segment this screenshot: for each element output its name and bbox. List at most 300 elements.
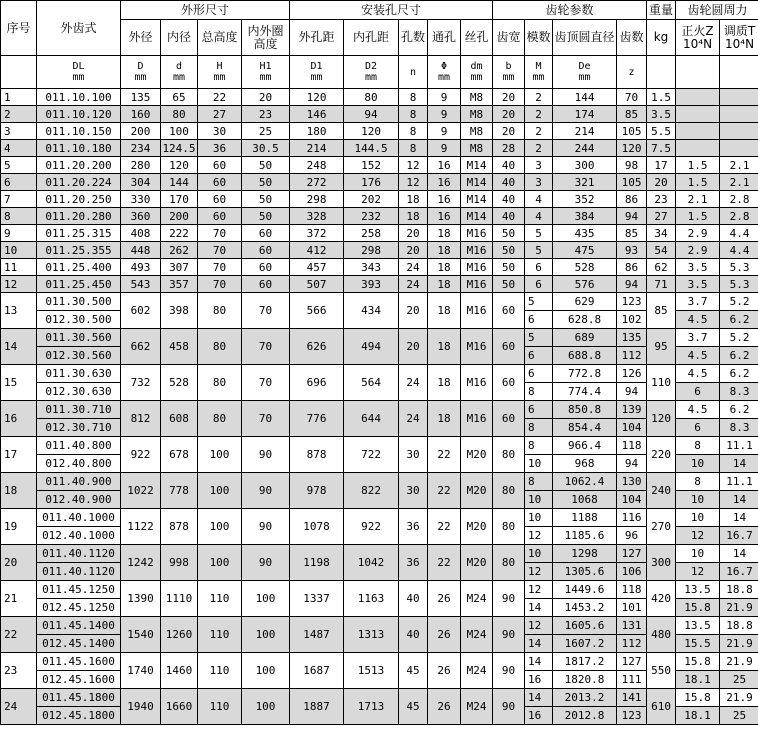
- model-code: 011.40.1000: [37, 509, 121, 527]
- cell-force-tempered: 5.2: [720, 329, 758, 347]
- cell-teeth-count: 85: [617, 225, 647, 242]
- cell-total-height: 100: [198, 473, 242, 509]
- cell-weight: 120: [647, 401, 676, 437]
- cell-weight: 17: [647, 157, 676, 174]
- cell-module: 10: [525, 545, 553, 563]
- table-row: [1, 329, 758, 347]
- subheader-outer-hole-distance: 外孔距: [290, 20, 344, 56]
- cell-ring-height: 70: [242, 293, 290, 329]
- cell-thread-hole: M8: [461, 106, 493, 123]
- table-row: [1, 259, 758, 276]
- model-code: 012.45.1250: [37, 599, 121, 617]
- cell-outer-diameter: 493: [121, 259, 161, 276]
- cell-inner-diameter: 458: [161, 329, 198, 365]
- cell-inner-hole-distance: 1163: [344, 581, 399, 617]
- cell-total-height: 60: [198, 208, 242, 225]
- cell-ring-height: 50: [242, 208, 290, 225]
- cell-inner-hole-distance: 494: [344, 329, 399, 365]
- cell-module: 5: [525, 293, 553, 311]
- cell-inner-hole-distance: 1042: [344, 545, 399, 581]
- cell-force-tempered: 4.4: [720, 242, 758, 259]
- cell-thread-hole: M20: [461, 545, 493, 581]
- cell-tip-diameter: 966.4: [553, 437, 617, 455]
- unit-dm: dm mm: [461, 56, 493, 89]
- cell-total-height: 60: [198, 157, 242, 174]
- cell-inner-diameter: 1660: [161, 689, 198, 725]
- cell-outer-hole-distance: 248: [290, 157, 344, 174]
- cell-tip-diameter: 352: [553, 191, 617, 208]
- cell-through-hole: 26: [428, 581, 461, 617]
- cell-weight: 270: [647, 509, 676, 545]
- cell-tip-diameter: 772.8: [553, 365, 617, 383]
- cell-tip-diameter: 214: [553, 123, 617, 140]
- cell-tip-diameter: 774.4: [553, 383, 617, 401]
- cell-force-normalized: 3.5: [676, 259, 720, 276]
- table-row: [1, 401, 758, 419]
- unit-force-z-empty: [676, 56, 720, 89]
- model-code: 011.45.1600: [37, 653, 121, 671]
- cell-outer-diameter: 448: [121, 242, 161, 259]
- cell-weight: 71: [647, 276, 676, 293]
- cell-hole-count: 8: [399, 140, 428, 157]
- cell-through-hole: 16: [428, 191, 461, 208]
- cell-force-tempered: [720, 140, 758, 157]
- cell-inner-hole-distance: 120: [344, 123, 399, 140]
- header-outer-gear: 外齿式: [37, 1, 121, 56]
- cell-outer-hole-distance: 878: [290, 437, 344, 473]
- cell-tooth-width: 50: [493, 242, 525, 259]
- unit-n: n: [399, 56, 428, 89]
- cell-through-hole: 18: [428, 225, 461, 242]
- cell-tip-diameter: 321: [553, 174, 617, 191]
- cell-force-tempered: 21.9: [720, 635, 758, 653]
- model-code: 011.20.280: [37, 208, 121, 225]
- model-code: 011.10.100: [37, 89, 121, 106]
- model-code: 011.10.150: [37, 123, 121, 140]
- cell-module: 12: [525, 617, 553, 635]
- cell-force-normalized: 4.5: [676, 401, 720, 419]
- model-code: 011.30.500: [37, 293, 121, 311]
- cell-outer-diameter: 732: [121, 365, 161, 401]
- cell-total-height: 80: [198, 401, 242, 437]
- cell-tooth-width: 40: [493, 157, 525, 174]
- cell-inner-hole-distance: 1513: [344, 653, 399, 689]
- cell-inner-hole-distance: 258: [344, 225, 399, 242]
- cell-hole-count: 36: [399, 509, 428, 545]
- cell-through-hole: 16: [428, 174, 461, 191]
- cell-inner-diameter: 878: [161, 509, 198, 545]
- cell-outer-diameter: 1540: [121, 617, 161, 653]
- cell-tooth-width: 20: [493, 89, 525, 106]
- spec-table-body: [1, 89, 758, 725]
- row-number: 14: [1, 329, 37, 365]
- cell-force-tempered: 21.9: [720, 599, 758, 617]
- cell-module: 12: [525, 563, 553, 581]
- cell-outer-diameter: 1122: [121, 509, 161, 545]
- cell-ring-height: 30.5: [242, 140, 290, 157]
- cell-weight: 610: [647, 689, 676, 725]
- cell-inner-diameter: 1110: [161, 581, 198, 617]
- row-number: 9: [1, 225, 37, 242]
- header-gear-params: 齿轮参数: [493, 1, 647, 20]
- cell-inner-hole-distance: 232: [344, 208, 399, 225]
- cell-inner-diameter: 100: [161, 123, 198, 140]
- model-code: 011.45.1250: [37, 581, 121, 599]
- cell-teeth-count: 86: [617, 259, 647, 276]
- cell-force-tempered: 18.8: [720, 581, 758, 599]
- cell-module: 5: [525, 329, 553, 347]
- cell-inner-diameter: 357: [161, 276, 198, 293]
- cell-thread-hole: M14: [461, 157, 493, 174]
- cell-force-tempered: 11.1: [720, 473, 758, 491]
- cell-outer-hole-distance: 180: [290, 123, 344, 140]
- cell-tooth-width: 80: [493, 545, 525, 581]
- cell-force-normalized: 13.5: [676, 581, 720, 599]
- cell-ring-height: 100: [242, 617, 290, 653]
- cell-tip-diameter: 244: [553, 140, 617, 157]
- cell-thread-hole: M16: [461, 365, 493, 401]
- cell-thread-hole: M20: [461, 509, 493, 545]
- cell-thread-hole: M8: [461, 123, 493, 140]
- cell-inner-hole-distance: 393: [344, 276, 399, 293]
- cell-force-normalized: 10: [676, 509, 720, 527]
- cell-force-tempered: [720, 89, 758, 106]
- cell-outer-hole-distance: 507: [290, 276, 344, 293]
- cell-through-hole: 22: [428, 509, 461, 545]
- cell-hole-count: 20: [399, 225, 428, 242]
- model-code: 011.20.224: [37, 174, 121, 191]
- subheader-hole-count: 孔数: [399, 20, 428, 56]
- cell-force-tempered: 6.2: [720, 311, 758, 329]
- model-code: 012.30.630: [37, 383, 121, 401]
- cell-thread-hole: M24: [461, 617, 493, 653]
- cell-module: 4: [525, 191, 553, 208]
- model-code: 011.30.560: [37, 329, 121, 347]
- cell-inner-diameter: 998: [161, 545, 198, 581]
- cell-teeth-count: 106: [617, 563, 647, 581]
- model-code: 012.30.710: [37, 419, 121, 437]
- cell-through-hole: 18: [428, 276, 461, 293]
- cell-module: 16: [525, 671, 553, 689]
- cell-hole-count: 24: [399, 365, 428, 401]
- cell-ring-height: 100: [242, 581, 290, 617]
- cell-outer-hole-distance: 214: [290, 140, 344, 157]
- cell-tip-diameter: 435: [553, 225, 617, 242]
- cell-module: 2: [525, 106, 553, 123]
- cell-teeth-count: 85: [617, 106, 647, 123]
- cell-module: 3: [525, 174, 553, 191]
- unit-phi: Φ mm: [428, 56, 461, 89]
- cell-ring-height: 100: [242, 653, 290, 689]
- table-row: [1, 242, 758, 259]
- unit-H1: H1 mm: [242, 56, 290, 89]
- cell-tooth-width: 60: [493, 401, 525, 437]
- cell-teeth-count: 116: [617, 509, 647, 527]
- cell-force-normalized: 15.8: [676, 599, 720, 617]
- model-code: 011.25.315: [37, 225, 121, 242]
- unit-De: De mm: [553, 56, 617, 89]
- cell-module: 2: [525, 89, 553, 106]
- cell-inner-diameter: 528: [161, 365, 198, 401]
- cell-inner-hole-distance: 94: [344, 106, 399, 123]
- unit-force-t-empty: [720, 56, 758, 89]
- cell-inner-diameter: 144: [161, 174, 198, 191]
- cell-teeth-count: 98: [617, 157, 647, 174]
- cell-module: 2: [525, 123, 553, 140]
- row-number: 2: [1, 106, 37, 123]
- cell-force-tempered: 14: [720, 509, 758, 527]
- row-number: 20: [1, 545, 37, 581]
- cell-outer-hole-distance: 372: [290, 225, 344, 242]
- cell-hole-count: 8: [399, 106, 428, 123]
- cell-tooth-width: 90: [493, 653, 525, 689]
- cell-force-tempered: 14: [720, 455, 758, 473]
- cell-weight: 85: [647, 293, 676, 329]
- cell-tooth-width: 90: [493, 581, 525, 617]
- unit-b: b mm: [493, 56, 525, 89]
- cell-ring-height: 60: [242, 276, 290, 293]
- cell-module: 8: [525, 383, 553, 401]
- table-row: [1, 365, 758, 383]
- cell-inner-diameter: 307: [161, 259, 198, 276]
- cell-force-tempered: 4.4: [720, 225, 758, 242]
- cell-force-normalized: 6: [676, 383, 720, 401]
- cell-force-normalized: 18.1: [676, 707, 720, 725]
- cell-teeth-count: 123: [617, 707, 647, 725]
- model-code: 011.20.200: [37, 157, 121, 174]
- cell-inner-diameter: 65: [161, 89, 198, 106]
- cell-ring-height: 100: [242, 689, 290, 725]
- cell-ring-height: 23: [242, 106, 290, 123]
- cell-outer-diameter: 234: [121, 140, 161, 157]
- cell-thread-hole: M20: [461, 473, 493, 509]
- unit-kg-empty: [647, 56, 676, 89]
- subheader-module: 模数: [525, 20, 553, 56]
- row-number: 4: [1, 140, 37, 157]
- cell-hole-count: 24: [399, 259, 428, 276]
- table-row: [1, 123, 758, 140]
- cell-outer-diameter: 812: [121, 401, 161, 437]
- cell-outer-hole-distance: 626: [290, 329, 344, 365]
- cell-teeth-count: 105: [617, 174, 647, 191]
- cell-module: 6: [525, 276, 553, 293]
- model-code: 012.30.500: [37, 311, 121, 329]
- subheader-force-tempered: 调质T 10⁴N: [720, 20, 758, 56]
- cell-weight: 23: [647, 191, 676, 208]
- cell-force-normalized: 15.8: [676, 653, 720, 671]
- cell-force-tempered: 6.2: [720, 347, 758, 365]
- cell-hole-count: 20: [399, 329, 428, 365]
- cell-outer-diameter: 1390: [121, 581, 161, 617]
- cell-force-tempered: 2.8: [720, 191, 758, 208]
- cell-hole-count: 36: [399, 545, 428, 581]
- cell-through-hole: 26: [428, 617, 461, 653]
- cell-inner-diameter: 1460: [161, 653, 198, 689]
- cell-force-normalized: 2.9: [676, 242, 720, 259]
- cell-teeth-count: 94: [617, 276, 647, 293]
- cell-force-normalized: 4.5: [676, 311, 720, 329]
- cell-hole-count: 45: [399, 689, 428, 725]
- cell-thread-hole: M24: [461, 581, 493, 617]
- cell-teeth-count: 70: [617, 89, 647, 106]
- cell-force-tempered: 16.7: [720, 527, 758, 545]
- cell-teeth-count: 101: [617, 599, 647, 617]
- unit-H: H mm: [198, 56, 242, 89]
- cell-hole-count: 8: [399, 123, 428, 140]
- row-number: 10: [1, 242, 37, 259]
- cell-ring-height: 50: [242, 157, 290, 174]
- cell-tooth-width: 50: [493, 259, 525, 276]
- cell-outer-diameter: 543: [121, 276, 161, 293]
- cell-force-normalized: 6: [676, 419, 720, 437]
- row-number: 16: [1, 401, 37, 437]
- cell-ring-height: 60: [242, 259, 290, 276]
- model-code: 011.40.900: [37, 473, 121, 491]
- cell-outer-diameter: 280: [121, 157, 161, 174]
- cell-outer-diameter: 330: [121, 191, 161, 208]
- cell-module: 6: [525, 311, 553, 329]
- cell-force-normalized: 18.1: [676, 671, 720, 689]
- cell-through-hole: 22: [428, 437, 461, 473]
- table-row: [1, 509, 758, 527]
- cell-tooth-width: 20: [493, 106, 525, 123]
- cell-inner-hole-distance: 922: [344, 509, 399, 545]
- cell-force-normalized: [676, 140, 720, 157]
- cell-teeth-count: 111: [617, 671, 647, 689]
- cell-through-hole: 9: [428, 106, 461, 123]
- model-code: 012.30.560: [37, 347, 121, 365]
- cell-force-tempered: 6.2: [720, 365, 758, 383]
- cell-hole-count: 30: [399, 473, 428, 509]
- cell-hole-count: 8: [399, 89, 428, 106]
- cell-outer-diameter: 200: [121, 123, 161, 140]
- cell-tooth-width: 28: [493, 140, 525, 157]
- cell-force-tempered: 8.3: [720, 419, 758, 437]
- cell-weight: 110: [647, 365, 676, 401]
- cell-hole-count: 40: [399, 581, 428, 617]
- cell-ring-height: 90: [242, 473, 290, 509]
- cell-outer-hole-distance: 1337: [290, 581, 344, 617]
- cell-thread-hole: M14: [461, 191, 493, 208]
- cell-weight: 34: [647, 225, 676, 242]
- cell-outer-hole-distance: 272: [290, 174, 344, 191]
- subheader-outer-diameter: 外径: [121, 20, 161, 56]
- row-number: 21: [1, 581, 37, 617]
- cell-tooth-width: 80: [493, 473, 525, 509]
- cell-force-normalized: [676, 123, 720, 140]
- cell-force-tempered: 5.3: [720, 259, 758, 276]
- cell-inner-diameter: 80: [161, 106, 198, 123]
- cell-total-height: 36: [198, 140, 242, 157]
- cell-through-hole: 26: [428, 653, 461, 689]
- unit-seq-empty: [1, 56, 37, 89]
- cell-force-normalized: [676, 89, 720, 106]
- cell-outer-diameter: 1022: [121, 473, 161, 509]
- model-code: 011.40.800: [37, 437, 121, 455]
- cell-thread-hole: M16: [461, 401, 493, 437]
- cell-outer-hole-distance: 1487: [290, 617, 344, 653]
- cell-ring-height: 50: [242, 174, 290, 191]
- cell-total-height: 110: [198, 689, 242, 725]
- cell-teeth-count: 141: [617, 689, 647, 707]
- cell-module: 5: [525, 225, 553, 242]
- row-number: 5: [1, 157, 37, 174]
- cell-thread-hole: M24: [461, 689, 493, 725]
- cell-outer-hole-distance: 146: [290, 106, 344, 123]
- cell-weight: 95: [647, 329, 676, 365]
- cell-inner-diameter: 124.5: [162, 141, 196, 155]
- cell-force-normalized: 13.5: [676, 617, 720, 635]
- cell-weight: 300: [647, 545, 676, 581]
- row-number: 19: [1, 509, 37, 545]
- cell-outer-hole-distance: 978: [290, 473, 344, 509]
- cell-outer-hole-distance: 1198: [290, 545, 344, 581]
- cell-force-normalized: 1.5: [676, 208, 720, 225]
- table-row: [1, 225, 758, 242]
- cell-total-height: 80: [198, 365, 242, 401]
- cell-inner-hole-distance: 176: [344, 174, 399, 191]
- cell-outer-diameter: 602: [121, 293, 161, 329]
- cell-tip-diameter: 384: [553, 208, 617, 225]
- model-code: 012.45.1800: [37, 707, 121, 725]
- cell-total-height: 100: [198, 545, 242, 581]
- cell-force-normalized: 10: [676, 491, 720, 509]
- cell-inner-diameter: 170: [161, 191, 198, 208]
- cell-tooth-width: 80: [493, 437, 525, 473]
- cell-tooth-width: 40: [493, 174, 525, 191]
- cell-thread-hole: M16: [461, 293, 493, 329]
- cell-teeth-count: 118: [617, 581, 647, 599]
- cell-force-normalized: 8: [676, 437, 720, 455]
- cell-thread-hole: M16: [461, 329, 493, 365]
- cell-tooth-width: 60: [493, 293, 525, 329]
- cell-inner-hole-distance: 1313: [344, 617, 399, 653]
- cell-teeth-count: 105: [617, 123, 647, 140]
- cell-thread-hole: M24: [461, 653, 493, 689]
- cell-ring-height: 25: [242, 123, 290, 140]
- cell-force-tempered: 14: [720, 491, 758, 509]
- cell-force-normalized: 8: [676, 473, 720, 491]
- cell-teeth-count: 130: [617, 473, 647, 491]
- cell-outer-hole-distance: 696: [290, 365, 344, 401]
- cell-outer-diameter: 1242: [121, 545, 161, 581]
- cell-teeth-count: 102: [617, 311, 647, 329]
- unit-M: M mm: [525, 56, 553, 89]
- cell-weight: 62: [647, 259, 676, 276]
- cell-tip-diameter: 1185.6: [553, 527, 617, 545]
- cell-through-hole: 18: [428, 293, 461, 329]
- cell-total-height: 70: [198, 242, 242, 259]
- cell-teeth-count: 94: [617, 208, 647, 225]
- cell-weight: 240: [647, 473, 676, 509]
- subheader-thread-hole: 丝孔: [461, 20, 493, 56]
- model-code: 011.25.400: [37, 259, 121, 276]
- cell-total-height: 60: [198, 174, 242, 191]
- cell-ring-height: 70: [242, 365, 290, 401]
- cell-inner-hole-distance: 434: [344, 293, 399, 329]
- cell-teeth-count: 127: [617, 545, 647, 563]
- cell-ring-height: 50: [242, 191, 290, 208]
- cell-tooth-width: 90: [493, 689, 525, 725]
- model-code: 012.40.1000: [37, 527, 121, 545]
- cell-module: 12: [525, 527, 553, 545]
- cell-tooth-width: 20: [493, 123, 525, 140]
- cell-outer-hole-distance: 566: [290, 293, 344, 329]
- cell-teeth-count: 96: [617, 527, 647, 545]
- cell-through-hole: 18: [428, 401, 461, 437]
- cell-force-tempered: 11.1: [720, 437, 758, 455]
- cell-module: 6: [525, 259, 553, 276]
